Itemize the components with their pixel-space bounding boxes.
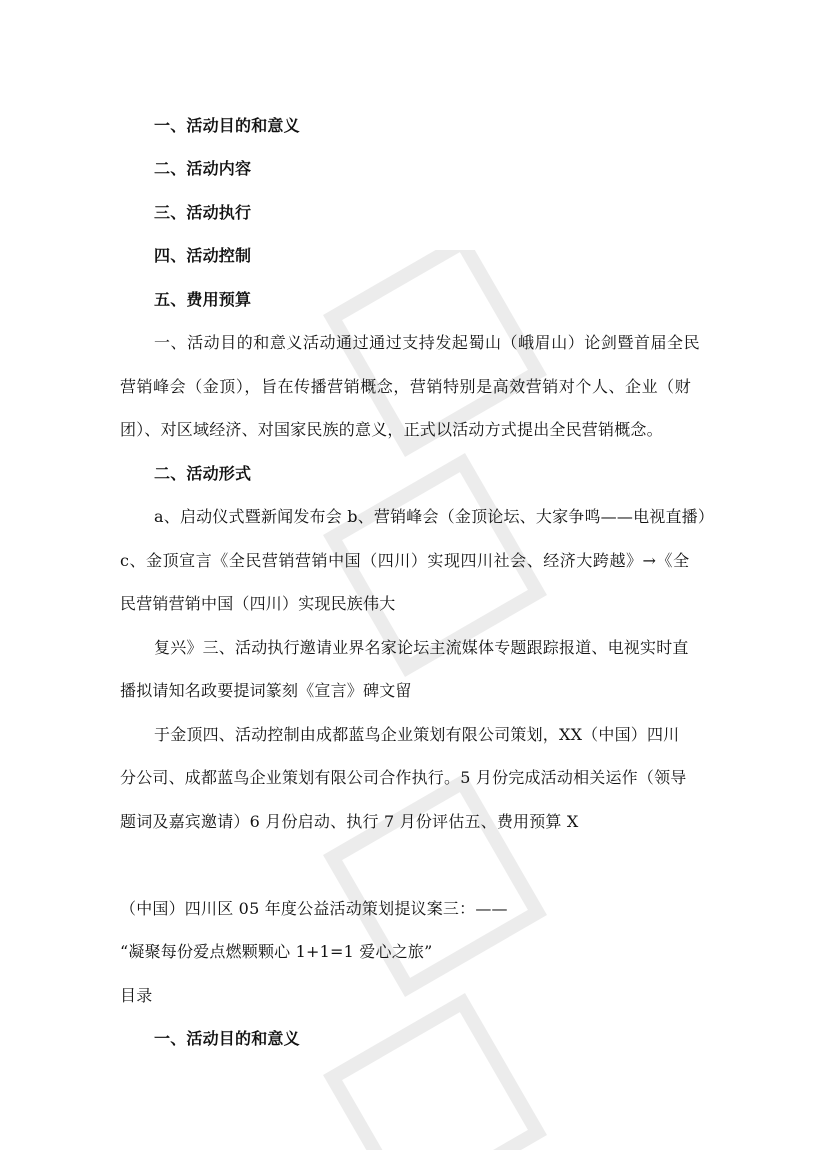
section1-line-2: 营销峰会（金顶），旨在传播营销概念，营销特别是高效营销对个人、企业（财 — [120, 377, 692, 396]
proposal-title-line-2: “凝聚每份爱点燃颗颗心 1+1=1 爱心之旅” — [120, 942, 433, 961]
section2-line-1: a、启动仪式暨新闻发布会 b、营销峰会（金顶论坛、大家争鸣——电视直播） — [154, 507, 715, 526]
toc-item-3: 三、活动执行 — [154, 203, 252, 222]
paragraph3-line-2: 播拟请知名政要提词篆刻《宣言》碑文留 — [120, 681, 412, 700]
contents-label: 目录 — [120, 986, 153, 1005]
section2-heading: 二、活动形式 — [154, 464, 252, 483]
section1-line-1: 一、活动目的和意义活动通过通过支持发起蜀山（峨眉山）论剑暨首届全民 — [154, 333, 701, 352]
paragraph4-line-3: 题词及嘉宾邀请）6 月份启动、执行 7 月份评估五、费用预算 X — [120, 812, 579, 831]
toc-item-5: 五、费用预算 — [154, 290, 252, 309]
paragraph4-line-1: 于金顶四、活动控制由成都蓝鸟企业策划有限公司策划，XX（中国）四川 — [154, 725, 680, 744]
section2-line-2: c、金顶宣言《全民营销营销中国（四川）实现四川社会、经济大跨越》→《全 — [120, 551, 690, 570]
toc-item-2: 二、活动内容 — [154, 159, 252, 178]
toc-item-1: 一、活动目的和意义 — [154, 116, 300, 135]
section2-line-3: 民营销营销中国（四川）实现民族伟大 — [120, 594, 396, 613]
section1-line-3: 团）、对区域经济、对国家民族的意义，正式以活动方式提出全民营销概念。 — [120, 420, 663, 439]
paragraph4-line-2: 分公司、成都蓝鸟企业策划有限公司合作执行。5 月份完成活动相关运作（领导 — [120, 768, 687, 787]
toc-item-4: 四、活动控制 — [154, 246, 252, 265]
final-heading: 一、活动目的和意义 — [154, 1029, 300, 1048]
proposal-title-line-1: （中国）四川区 05 年度公益活动策划提议案三：—— — [120, 899, 508, 918]
paragraph3-line-1: 复兴》三、活动执行邀请业界名家论坛主流媒体专题跟踪报道、电视实时直 — [154, 638, 689, 657]
